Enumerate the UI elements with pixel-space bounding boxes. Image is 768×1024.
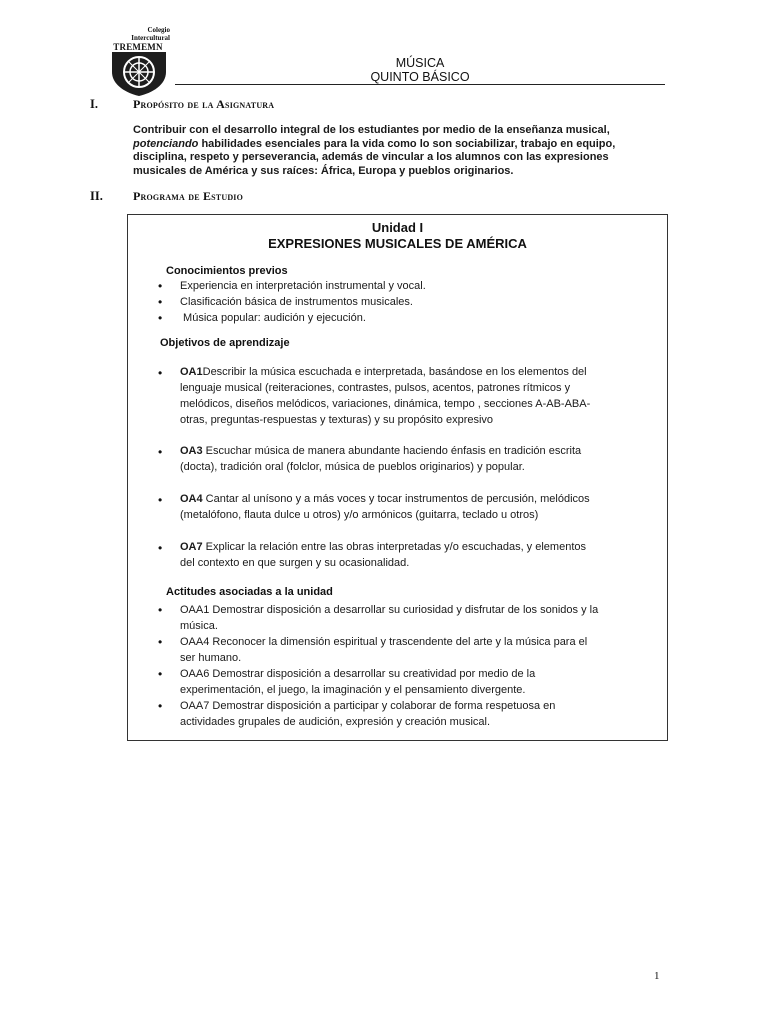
- bullet-icon: •: [158, 493, 163, 507]
- objective-text: (docta), tradición oral (folclor, música de pueblos originarios) y popular.: [180, 461, 525, 473]
- section2-title: Programa de Estudio: [133, 189, 244, 203]
- objective-code: OA3: [180, 445, 203, 457]
- attitude-item: [180, 634, 650, 666]
- bullet-icon: •: [158, 311, 163, 325]
- objective-item: [180, 443, 650, 475]
- attitude-text: música.: [180, 620, 218, 632]
- bullet-icon: •: [158, 541, 163, 555]
- objective-text: melódicos, diseños melódicos, variaciones, dinámica, tempo , secciones A-AB-ABA-: [180, 398, 591, 410]
- purpose-emphasis: potenciando: [133, 137, 199, 150]
- unit-title: EXPRESIONES MUSICALES DE AMÉRICA: [268, 236, 527, 251]
- objective-text: (metalófono, flauta dulce u otros) y/o armónicos (guitarra, teclado u otros): [180, 509, 539, 521]
- objective-item: [180, 364, 650, 428]
- subject-title: MÚSICA: [395, 56, 445, 70]
- attitudes-heading: Actitudes asociadas a la unidad: [166, 586, 333, 598]
- purpose-line: disciplina, respeto y perseverancia, además de vincular a los alumnos con las expresiones: [133, 151, 609, 163]
- attitude-text: OAA1 Demostrar disposición a desarrollar su curiosidad y disfrutar de los sonidos y la: [180, 604, 599, 616]
- bullet-icon: •: [158, 603, 163, 617]
- attitude-item: [180, 698, 650, 730]
- logo-name: TREMEMN: [113, 42, 163, 52]
- purpose-paragraph: [133, 124, 653, 178]
- objective-text: Describir la música escuchada e interpretada, basándose en los elementos del: [202, 366, 587, 378]
- bullet-icon: •: [158, 279, 163, 293]
- attitude-item: [180, 666, 650, 698]
- bullet-icon: •: [158, 667, 163, 681]
- grade-title: QUINTO BÁSICO: [370, 70, 470, 84]
- objective-code: OA7: [180, 541, 203, 553]
- logo-shield-icon: [108, 52, 170, 96]
- logo-line2: Intercultural: [131, 34, 170, 42]
- bullet-icon: •: [158, 295, 163, 309]
- bullet-icon: •: [158, 445, 163, 459]
- bullet-icon: •: [158, 366, 163, 380]
- purpose-text: habilidades esenciales para la vida como lo son sociabilizar, trabajo en equipo,: [198, 137, 616, 150]
- section2-number: II.: [90, 189, 103, 203]
- logo-caption: [122, 26, 170, 42]
- purpose-line: musicales de América y sus raíces: África, Europa y pueblos originarios.: [133, 164, 514, 177]
- prior-item: Clasificación básica de instrumentos musicales.: [180, 296, 413, 308]
- objective-item: [180, 491, 650, 523]
- objective-text: lenguaje musical (reiteraciones, contrastes, pulsos, acentos, patrones rítmicos y: [180, 382, 571, 394]
- unit-label: Unidad I: [371, 220, 424, 235]
- objectives-heading: Objetivos de aprendizaje: [160, 337, 290, 349]
- attitude-item: [180, 602, 650, 634]
- prior-item: Experiencia en interpretación instrumental y vocal.: [180, 280, 426, 292]
- attitude-text: experimentación, el juego, la imaginación y el pensamiento divergente.: [180, 684, 526, 696]
- section1-number: I.: [90, 97, 98, 111]
- objective-item: [180, 539, 650, 571]
- objective-text: Cantar al unísono y a más voces y tocar instrumentos de percusión, melódicos: [202, 493, 590, 505]
- bullet-icon: •: [158, 699, 163, 713]
- page-header: [175, 56, 665, 84]
- logo-line1: Colegio: [147, 26, 170, 34]
- attitude-text: OAA6 Demostrar disposición a desarrollar su creatividad por medio de la: [180, 668, 536, 680]
- bullet-icon: •: [158, 635, 163, 649]
- attitude-text: ser humano.: [180, 652, 242, 664]
- attitude-text: OAA7 Demostrar disposición a participar y colaborar de forma respetuosa en: [180, 700, 556, 712]
- page-number: 1: [654, 970, 660, 982]
- header-divider: [175, 84, 665, 85]
- objective-code: OA1: [180, 366, 203, 378]
- objective-code: OA4: [180, 493, 203, 505]
- prior-item: Música popular: audición y ejecución.: [180, 312, 366, 324]
- objective-text: Escuchar música de manera abundante haciendo énfasis en tradición escrita: [202, 445, 582, 457]
- purpose-line: [133, 138, 653, 152]
- objective-text: del contexto en que surgen y su ocasionalidad.: [180, 557, 410, 569]
- attitude-text: OAA4 Reconocer la dimensión espiritual y trascendente del arte y la música para el: [180, 636, 588, 648]
- objective-text: otras, preguntas-respuestas y texturas) y su propósito expresivo: [180, 414, 494, 426]
- attitude-text: actividades grupales de audición, expresión y creación musical.: [180, 716, 491, 728]
- section1-title: Propósito de la Asignatura: [133, 97, 275, 111]
- prior-knowledge-heading: Conocimientos previos: [166, 265, 288, 277]
- objective-text: Explicar la relación entre las obras interpretadas y/o escuchadas, y elementos: [202, 541, 586, 553]
- purpose-line: Contribuir con el desarrollo integral de los estudiantes por medio de la enseñanza musical,: [133, 124, 610, 136]
